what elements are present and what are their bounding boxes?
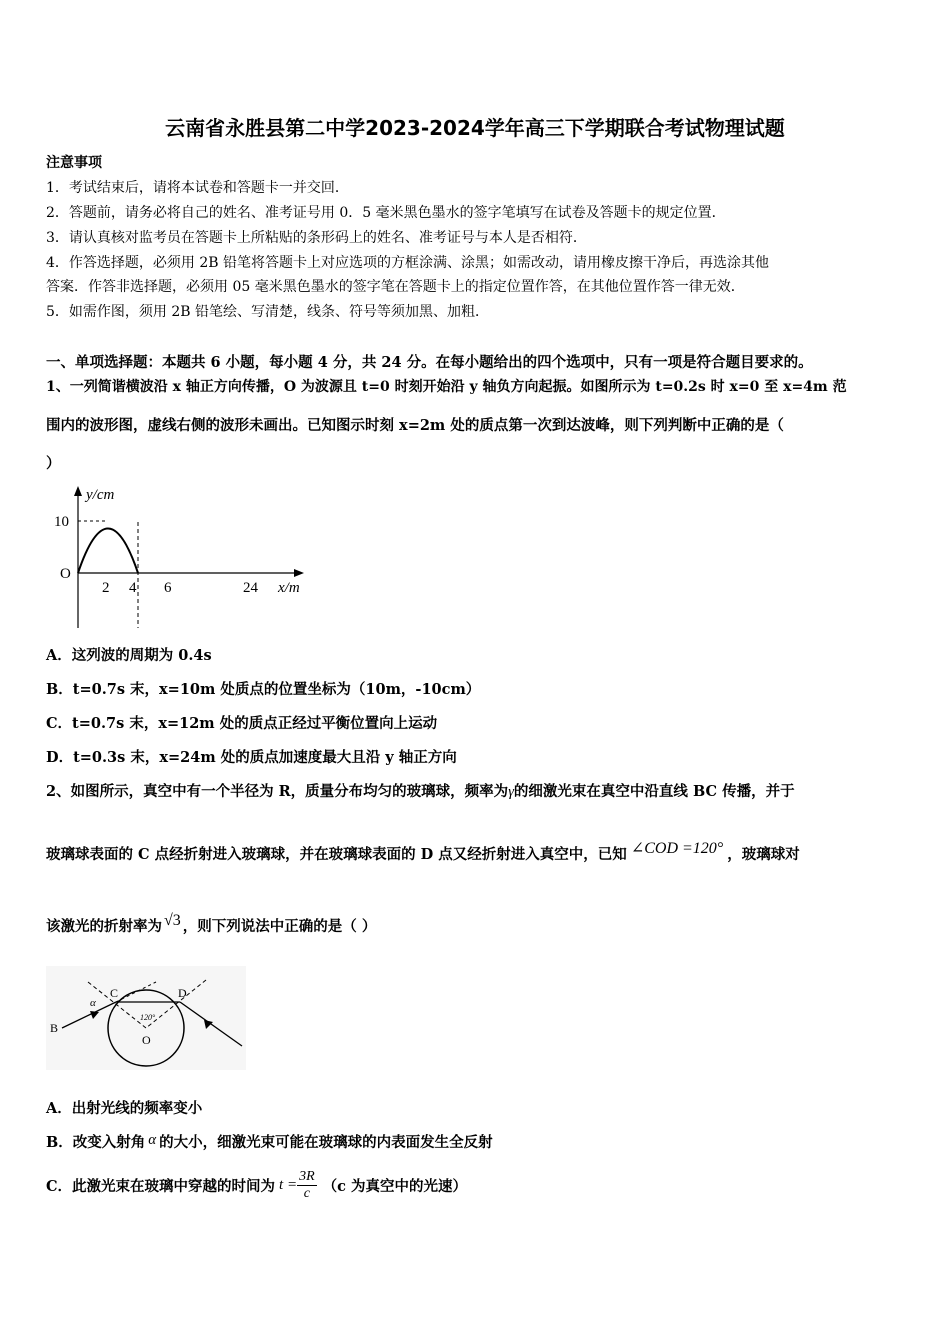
q1-option-a: A．这列波的周期为 0.4s [46,647,212,664]
q2-line3 [46,912,377,936]
q2-frequency-symbol: γ [508,784,514,800]
q2-option-c-text-b: （c 为真空中的光速） [322,1178,468,1195]
q2-glass-sphere-figure [46,966,246,1070]
notice-item: 5．如需作图，须用 2B 铅笔绘、写清楚，线条、符号等须加黑、加粗． [46,304,490,320]
q2-option-c-fraction [297,1169,317,1202]
q2-line1-text-a: 2、如图所示，真空中有一个半径为 R，质量分布均匀的玻璃球，频率为 [46,783,509,800]
q2-line2-text-a: 玻璃球表面的 C 点经折射进入玻璃球，并在玻璃球表面的 D 点又经折射进入真空中，已知 [46,846,627,863]
q2-angle-formula: ∠COD =120° [630,840,724,857]
q2-sqrt3: √3 [164,912,181,929]
section-heading: 一、单项选择题：本题共 6 小题，每小题 4 分，共 24 分。在每小题给出的四个选项中，只有一项是符合题目要求的。 [46,354,813,371]
q2-option-b-alpha: α [148,1132,157,1148]
wave-curve [78,529,138,574]
label-c: C [110,986,119,1000]
notice-item: 4．作答选择题，必须用 2B 铅笔将答题卡上对应选项的方框涂满、涂黑；如需改动，请用橡皮擦干净后，再选涂其他 [46,255,769,271]
fraction-denominator: c [303,1186,310,1201]
notice-item: 3．请认真核对监考员在答题卡上所粘贴的条形码上的姓名、准考证号与本人是否相符． [46,230,587,246]
x-axis-arrow [294,569,304,577]
q1-option-c: C．t=0.7s 末，x=12m 处的质点正经过平衡位置向上运动 [46,715,438,732]
notice-item: 1．考试结束后，请将本试卷和答题卡一并交回． [46,180,349,196]
q2-option-c [46,1169,467,1202]
y-tick-10: 10 [54,514,69,530]
fraction-numerator: 3R [299,1169,315,1184]
q2-line2 [46,840,800,864]
x-axis-label: x/m [278,580,300,596]
q2-line2-text-b: ，玻璃球对 [727,846,800,863]
label-120-degree: 120° [140,1013,156,1022]
origin-label: O [60,566,71,582]
q1-line2: 围内的波形图，虚线右侧的波形未画出。已知图示时刻 x=2m 处的质点第一次到达波峰，则下列判断中正确的是（ [46,417,784,434]
exam-title: 云南省永胜县第二中学2023-2024学年高三下学期联合考试物理试题 [165,116,785,140]
x-tick-24: 24 [243,580,258,596]
notice-item: 答案．作答非选择题，必须用 05 毫米黑色墨水的签字笔在答题卡上的指定位置作答，在其他位置作答一律无效． [46,279,745,295]
notice-item: 2．答题前，请务必将自己的姓名、准考证号用 0．5 毫米黑色墨水的签字笔填写在试卷及答题卡的规定位置． [46,205,726,221]
q2-line1 [46,780,795,801]
q2-line1-text-b: 的细激光束在真空中沿直线 BC 传播，并于 [513,783,795,800]
q2-option-b-text-a: B．改变入射角 [46,1134,146,1151]
label-b: B [50,1021,59,1035]
q2-option-b [46,1131,493,1152]
q2-option-b-text-b: 的大小，细激光束可能在玻璃球的内表面发生全反射 [159,1134,493,1151]
q1-line3: ） [46,455,61,472]
q2-option-a: A．出射光线的频率变小 [46,1100,203,1117]
x-tick-2: 2 [102,580,110,596]
label-alpha: α [90,997,96,1009]
label-d: D [178,986,187,1000]
q2-line3-text-b: ，则下列说法中正确的是（ ） [182,918,377,935]
q2-option-c-text-a: C．此激光束在玻璃中穿越的时间为 [46,1178,276,1195]
x-tick-6: 6 [164,580,172,596]
y-axis-arrow [74,486,82,496]
notice-heading: 注意事项 [46,155,102,171]
q2-line3-text-a: 该激光的折射率为 [46,918,162,935]
x-tick-4: 4 [129,580,137,596]
q1-wave-graph [50,482,320,632]
q1-option-b: B．t=0.7s 末，x=10m 处质点的位置坐标为（10m，-10cm） [46,681,481,698]
y-axis-label: y/cm [86,487,115,503]
q1-line1: 1、一列简谐横波沿 x 轴正方向传播，O 为波源且 t=0 时刻开始沿 y 轴负方向起振。如图所示为 t=0.2s 时 x=0 至 x=4m 范 [46,379,847,395]
label-o: O [142,1033,151,1047]
q1-option-d: D．t=0.3s 末，x=24m 处的质点加速度最大且沿 y 轴正方向 [46,749,457,766]
q2-option-c-t: t = [279,1177,298,1193]
